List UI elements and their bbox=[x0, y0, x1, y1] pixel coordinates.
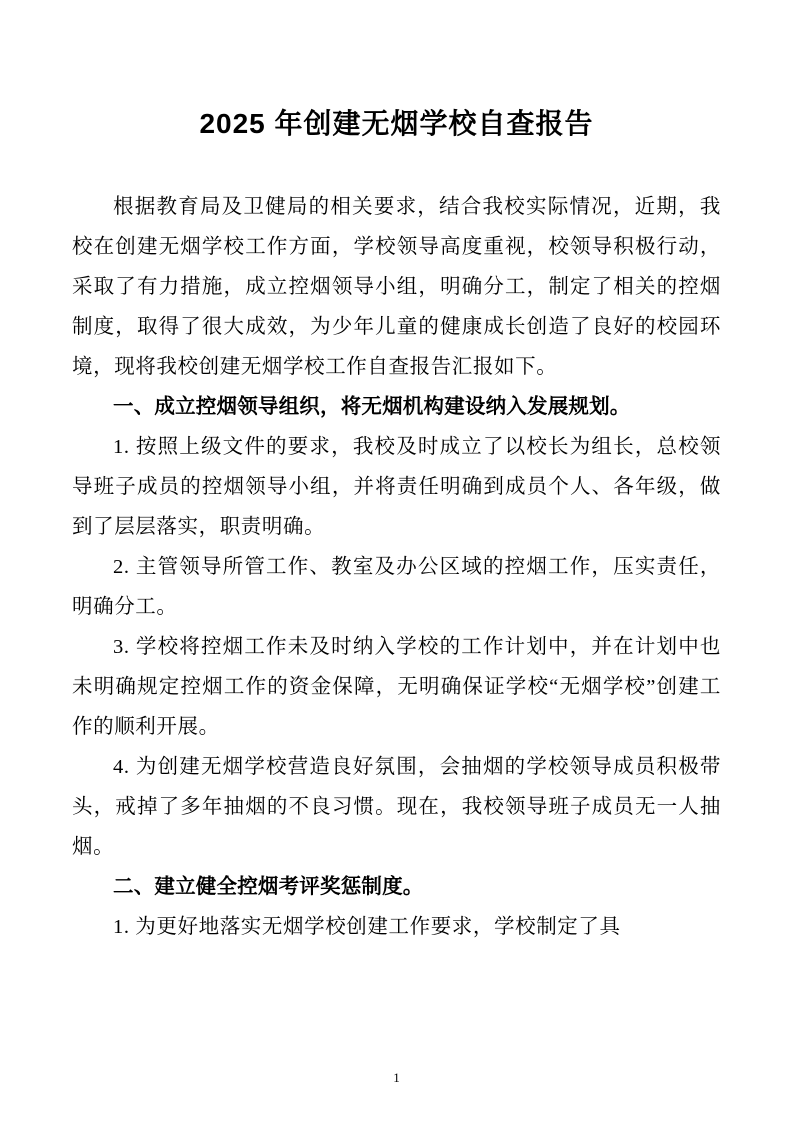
paragraph: 2. 主管领导所管工作、教室及办公区域的控烟工作，压实责任，明确分工。 bbox=[72, 556, 721, 619]
paragraph: 1. 按照上级文件的要求，我校及时成立了以校长为组长，总校领导班子成员的控烟领导小组，并将责任明确到成员个人、各年级，做到了层层落实，职责明确。 bbox=[72, 436, 721, 539]
page-title: 2025 年创建无烟学校自查报告 bbox=[199, 108, 594, 139]
document-body bbox=[72, 187, 721, 947]
paragraph: 3. 学校将控烟工作未及时纳入学校的工作计划中，并在计划中也未明确规定控烟工作的资金保障，无明确保证学校“无烟学校”创建工作的顺利开展。 bbox=[72, 636, 721, 739]
paragraph: 4. 为创建无烟学校营造良好氛围，会抽烟的学校领导成员积极带头，戒掉了多年抽烟的不良习惯。现在，我校领导班子成员无一人抽烟。 bbox=[72, 756, 721, 859]
paragraph: 1. 为更好地落实无烟学校创建工作要求，学校制定了具 bbox=[113, 916, 621, 939]
paragraph: 根据教育局及卫健局的相关要求，结合我校实际情况，近期，我校在创建无烟学校工作方面，学校领导高度重视，校领导积极行动，采取了有力措施，成立控烟领导小组，明确分工，制定了相关的控烟制度，取得了很大成效，为少年儿童的健康成长创造了良好的校园环境，现将我校创建无烟学校工作自查报告汇报如下。 bbox=[72, 196, 721, 379]
section-heading: 一、成立控烟领导组织，将无烟机构建设纳入发展规划。 bbox=[113, 395, 631, 419]
section-heading: 二、建立健全控烟考评奖惩制度。 bbox=[113, 875, 424, 899]
page-number: 1 bbox=[393, 1070, 400, 1085]
